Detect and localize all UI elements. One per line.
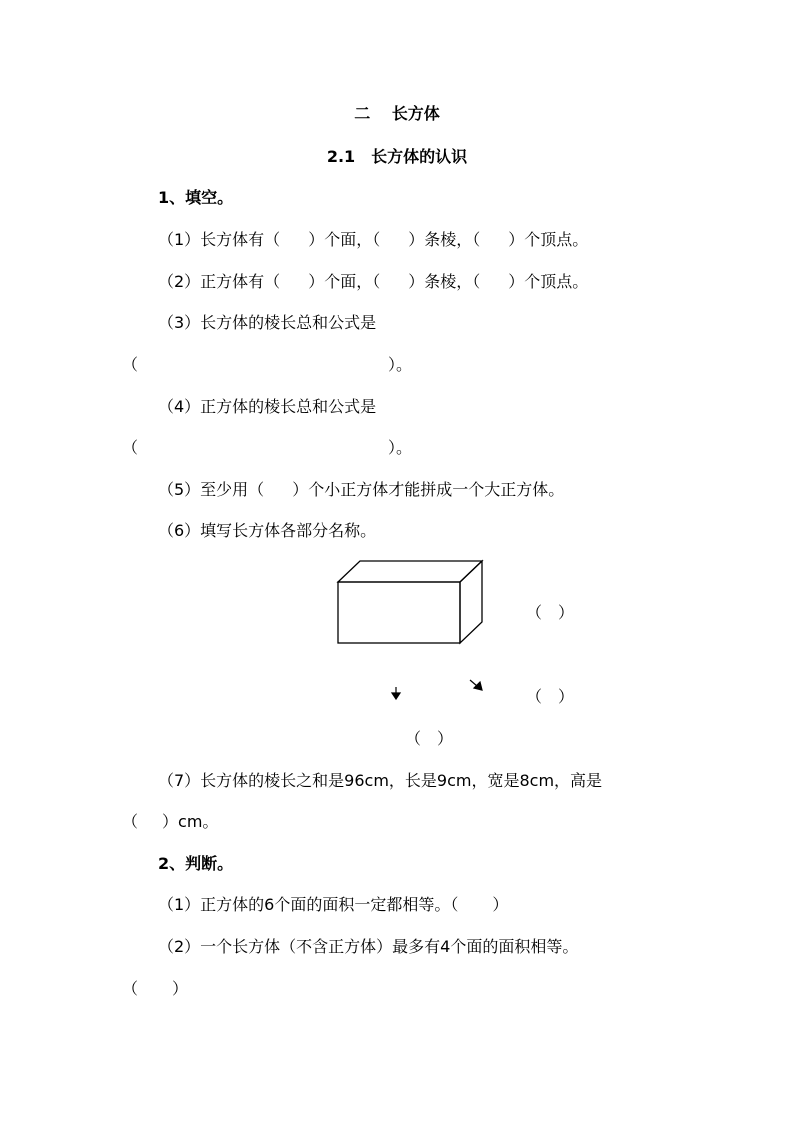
section-title: 2.1 长方体的认识 — [326, 147, 468, 166]
cuboid-front-face — [338, 582, 460, 643]
question-2-1 — [158, 895, 508, 915]
q1-mid2: ）条棱，（ — [408, 230, 481, 249]
question-1-6: （6）填写长方体各部分名称。 — [158, 521, 377, 540]
cuboid-label-blank-base[interactable]: （ ） — [405, 729, 454, 748]
part1-heading: 1、填空。 — [158, 188, 234, 207]
q2-mid1: ）个面，（ — [308, 272, 381, 291]
q3-close: ）。 — [388, 355, 413, 374]
cuboid-side-face — [460, 561, 482, 643]
arrow-down-head — [392, 693, 400, 699]
cuboid-label-blank-bottom[interactable]: （ ） — [526, 687, 575, 706]
q4-open: （ — [122, 438, 139, 457]
question-1-3: （3）长方体的棱长总和公式是 — [158, 313, 377, 332]
judge1-end: ） — [492, 895, 509, 914]
cuboid-label-blank-top[interactable]: （ ） — [526, 603, 575, 622]
question-1-4: （4）正方体的棱长总和公式是 — [158, 397, 377, 416]
cuboid-top-face — [338, 561, 482, 582]
q7-open: （ — [122, 812, 139, 831]
q2-end: ）个顶点。 — [508, 272, 589, 291]
question-1-7: （7）长方体的棱长之和是96cm，长是9cm，宽是8cm，高是 — [158, 771, 603, 790]
question-1-7-answer — [122, 812, 218, 832]
q7-close: ）cm。 — [162, 812, 219, 831]
arrow-diagonal-head — [474, 682, 482, 690]
judge2-close: ） — [172, 979, 189, 998]
q1-label: （1）长方体有（ — [158, 230, 281, 249]
q4-close: ）。 — [388, 438, 413, 457]
q1-end: ）个顶点。 — [508, 230, 589, 249]
judge1-label: （1）正方体的6个面的面积一定都相等。（ — [158, 895, 459, 914]
q5-label: （5）至少用（ — [158, 480, 265, 499]
q2-label: （2）正方体有（ — [158, 272, 281, 291]
part2-heading: 2、判断。 — [158, 854, 234, 873]
q2-mid2: ）条棱，（ — [408, 272, 481, 291]
pointer-arrows — [392, 680, 482, 699]
chapter-title: 二 长方体 — [354, 104, 440, 123]
question-2-2: （2）一个长方体（不含正方体）最多有4个面的面积相等。 — [158, 937, 579, 956]
judge2-open: （ — [122, 979, 139, 998]
q5-end: ）个小正方体才能拼成一个大正方体。 — [292, 480, 565, 499]
arrow-diagonal-icon — [470, 680, 477, 686]
q1-mid1: ）个面，（ — [308, 230, 381, 249]
question-2-2-answer — [122, 979, 188, 999]
q3-open: （ — [122, 355, 139, 374]
